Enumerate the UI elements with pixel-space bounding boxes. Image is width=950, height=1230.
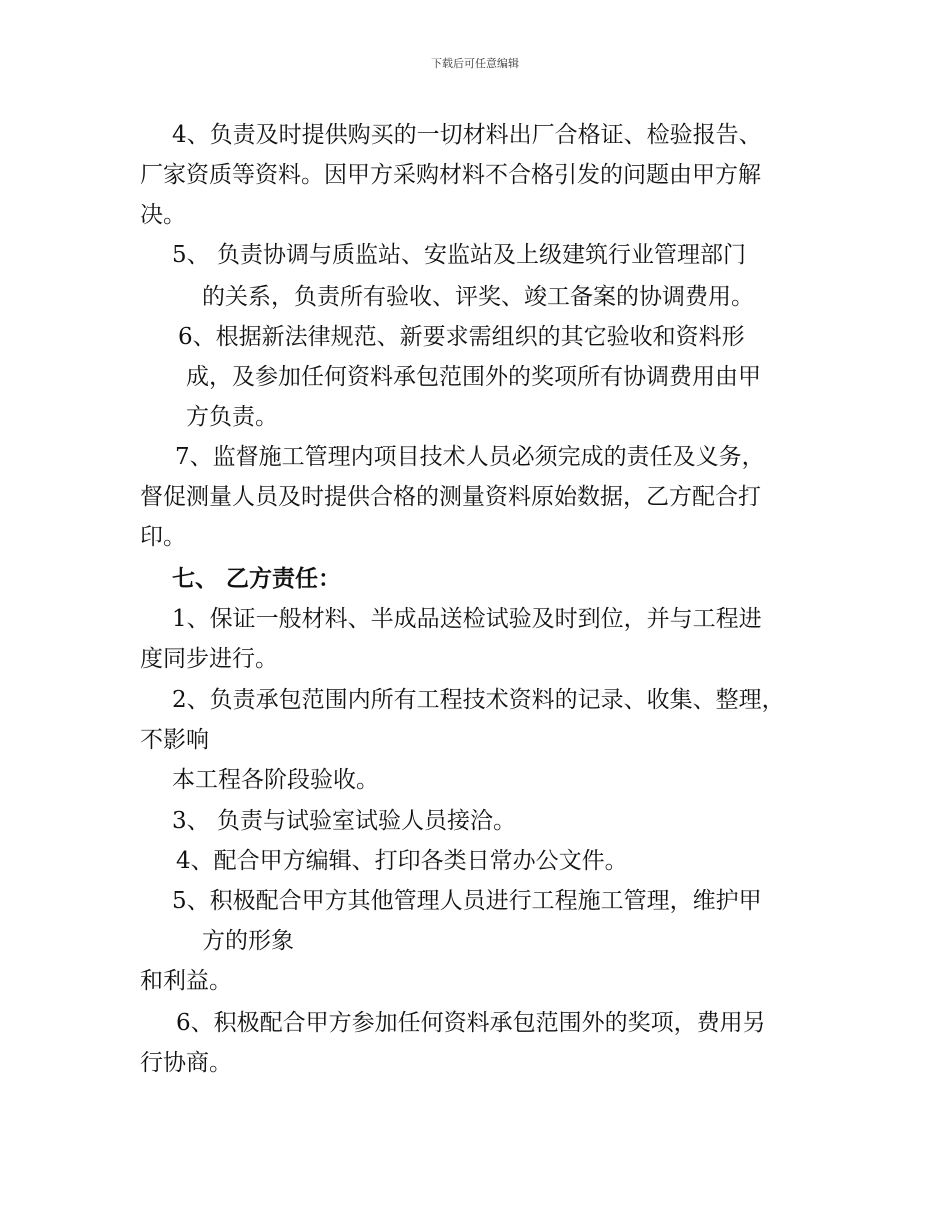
- paragraph-line: 本工程各阶段验收。: [172, 767, 379, 793]
- paragraph-line: 4、配合甲方编辑、打印各类日常办公文件。: [176, 848, 628, 874]
- paragraph-line: 7、监督施工管理内项目技术人员必须完成的责任及义务，: [175, 444, 765, 470]
- paragraph-line: 的关系，负责所有验收、评奖、竣工备案的协调费用。: [202, 284, 754, 310]
- paragraph-line: 方的形象: [202, 928, 294, 954]
- paragraph-line: 3、 负责与试验室试验人员接洽。: [172, 808, 516, 834]
- paragraph-line: 方负责。: [186, 404, 278, 430]
- paragraph-line: 1、保证一般材料、半成品送检试验及时到位，并与工程进: [172, 606, 762, 632]
- paragraph-line: 6、根据新法律规范、新要求需组织的其它验收和资料形: [178, 324, 745, 350]
- paragraph-line: 成，及参加任何资料承包范围外的奖项所有协调费用由甲: [186, 364, 761, 390]
- paragraph-line: 4、负责及时提供购买的一切材料出厂合格证、检验报告、: [172, 122, 762, 148]
- paragraph-line: 督促测量人员及时提供合格的测量资料原始数据，乙方配合打: [140, 484, 761, 510]
- paragraph-line: 决。: [140, 202, 186, 228]
- paragraph-line: 不影响: [140, 727, 209, 753]
- paragraph-line: 印。: [140, 524, 186, 550]
- paragraph-line: 和利益。: [140, 968, 232, 994]
- paragraph-line: 厂家资质等资料。因甲方采购材料不合格引发的问题由甲方解: [140, 162, 761, 188]
- paragraph-line: 5、 负责协调与质监站、安监站及上级建筑行业管理部门: [172, 242, 746, 268]
- page-header: 下载后可任意编辑: [431, 57, 519, 70]
- paragraph-line: 5、积极配合甲方其他管理人员进行工程施工管理，维护甲: [172, 888, 762, 914]
- section-heading: 七、 乙方责任：: [172, 565, 342, 592]
- paragraph-line: 行协商。: [140, 1050, 232, 1076]
- paragraph-line: 6、积极配合甲方参加任何资料承包范围外的奖项，费用另: [176, 1010, 766, 1036]
- paragraph-line: 度同步进行。: [140, 646, 278, 672]
- paragraph-line: 2、负责承包范围内所有工程技术资料的记录、收集、整理，: [172, 687, 785, 713]
